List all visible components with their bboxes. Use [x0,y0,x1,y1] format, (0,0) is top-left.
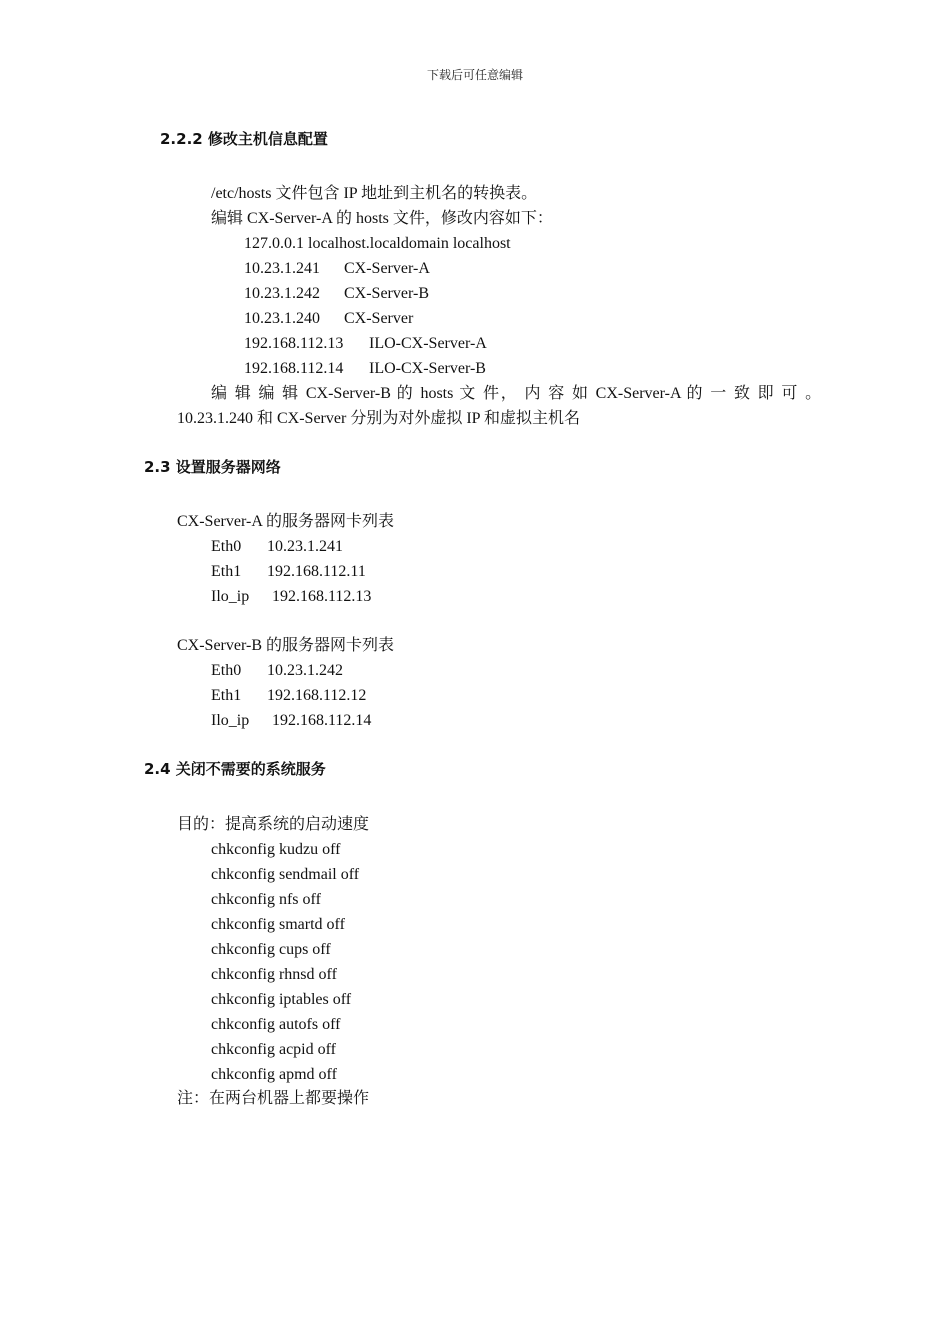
edit-instruction-line: 编辑 CX-Server-A 的 hosts 文件，修改内容如下： [211,210,553,227]
hosts-entry [244,284,429,304]
hosts-entry-ip: 192.168.112.13 [244,335,344,352]
nic-row [211,661,343,681]
note-word: 即 [757,385,776,402]
note-word: 编 [258,385,277,402]
command-line: chkconfig iptables off [211,991,352,1008]
section-heading-2-4: 2.4 关闭不需要的系统服务 [144,760,326,778]
hosts-entry-name: CX-Server-A [344,260,430,277]
note-word: 一 [710,385,729,402]
nic-name: Eth0 [211,538,242,555]
note-word: CX-Server-A [595,385,681,402]
note-word: 致 [733,385,752,402]
nic-ip: 192.168.112.12 [267,687,367,704]
command-line: chkconfig rhnsd off [211,966,337,983]
hosts-entry [244,259,430,279]
hosts-entry-ip: 10.23.1.240 [244,310,320,327]
hosts-entry [244,309,413,329]
nic-name: Ilo_ip [211,588,250,605]
command-line: chkconfig kudzu off [211,841,341,858]
hosts-intro-line: /etc/hosts 文件包含 IP 地址到主机名的转换表。 [211,185,538,202]
note-word: 编 [211,385,229,402]
hosts-entry-name: ILO-CX-Server-B [369,360,486,377]
server-b-nic-title: CX-Server-B 的服务器网卡列表 [177,637,394,654]
hosts-entry-ip: 10.23.1.242 [244,285,320,302]
command-line: chkconfig sendmail off [211,866,360,883]
nic-row [211,686,366,706]
command-line: chkconfig smartd off [211,916,345,933]
hosts-entry [244,334,487,354]
note-word: 辑 [234,385,253,402]
hosts-entry-name: ILO-CX-Server-A [369,335,487,352]
command-line: chkconfig nfs off [211,891,321,908]
nic-row [211,562,366,582]
purpose-line: 目的：提高系统的启动速度 [177,816,370,833]
note-word: 件， [482,385,519,402]
section-heading-2-3: 2.3 设置服务器网络 [144,458,281,476]
command-line: chkconfig autofs off [211,1016,341,1033]
nic-ip: 10.23.1.242 [267,662,343,679]
command-line: chkconfig cups off [211,941,331,958]
nic-name: Ilo_ip [211,712,250,729]
note-word: 的 [396,385,415,402]
note-word: CX-Server-B [305,385,391,402]
nic-row [211,711,371,731]
hosts-entry [244,359,486,379]
hosts-entry-localhost: 127.0.0.1 localhost.localdomain localhost [244,235,511,252]
note-word: 的 [686,385,705,402]
virtual-host-note: 10.23.1.240 和 CX-Server 分别为对外虚拟 IP 和虚拟主机名 [177,410,580,427]
nic-row [211,537,343,557]
page-header: 下载后可任意编辑 [426,68,523,82]
hosts-entry-ip: 10.23.1.241 [244,260,320,277]
note-word: 文 [459,385,478,402]
nic-name: Eth1 [211,563,242,580]
note-word: 。 [805,385,822,402]
note-word: hosts [420,385,454,402]
note-word: 辑 [282,385,301,402]
nic-ip: 192.168.112.11 [267,563,366,580]
nic-row [211,587,371,607]
operation-note: 注：在两台机器上都要操作 [177,1090,370,1107]
command-line: chkconfig apmd off [211,1066,337,1083]
hosts-note-line [211,384,821,404]
section-heading-2-2-2: 2.2.2 修改主机信息配置 [160,130,328,148]
hosts-entry-ip: 192.168.112.14 [244,360,344,377]
hosts-entry-name: CX-Server-B [344,285,429,302]
server-a-nic-title: CX-Server-A 的服务器网卡列表 [177,513,394,530]
nic-name: Eth1 [211,687,242,704]
note-word: 如 [571,385,590,402]
nic-ip: 10.23.1.241 [267,538,343,555]
note-word: 可 [781,385,800,402]
nic-ip: 192.168.112.14 [272,712,372,729]
command-line: chkconfig acpid off [211,1041,336,1058]
nic-name: Eth0 [211,662,242,679]
hosts-entry-name: CX-Server [344,310,414,327]
nic-ip: 192.168.112.13 [272,588,372,605]
note-word: 内 [524,385,543,402]
note-word: 容 [548,385,567,402]
